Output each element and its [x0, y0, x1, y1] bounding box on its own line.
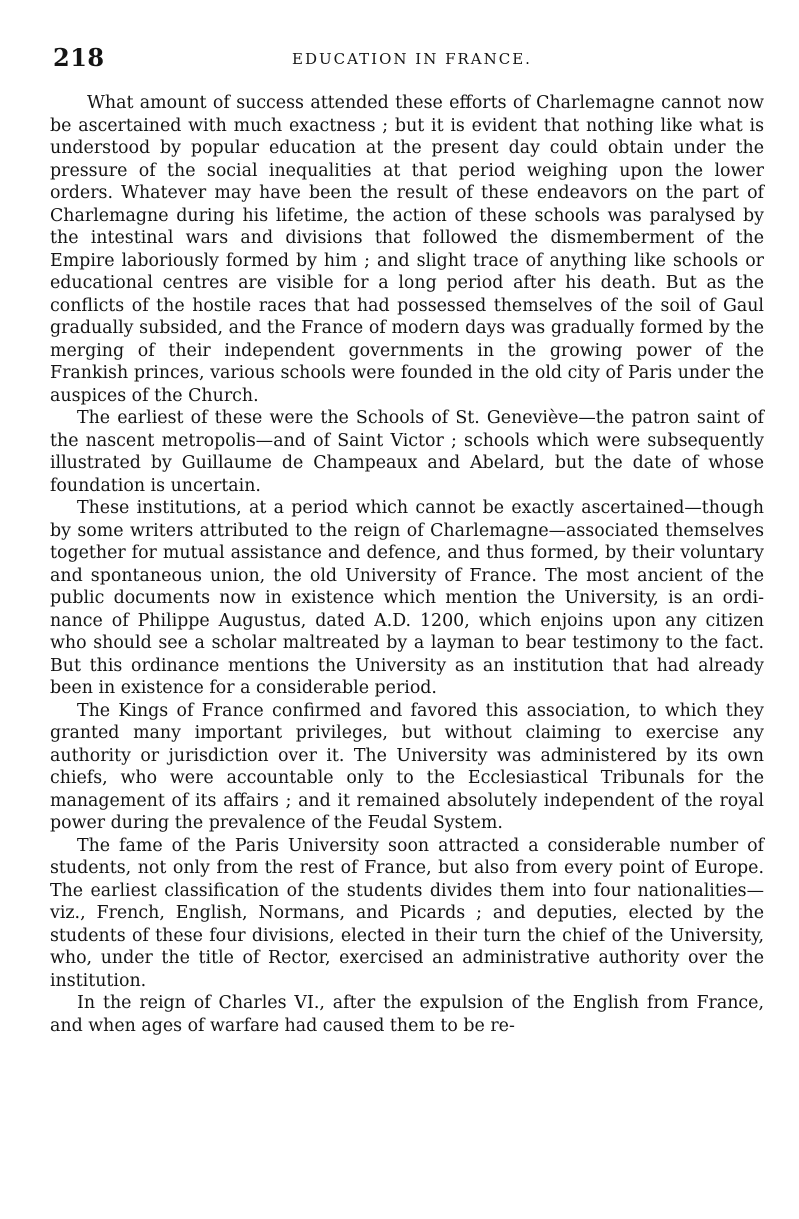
paragraph-kings-privileges: The Kings of France confirmed and favored this association, to which they granted many important privileges, but without claiming to exercise any authority or jurisdiction over it. The University was administered by its own chiefs, who were accountable only to the Ecclesiastical Tribunals for the management of its affairs ; and it remained absolutely independent of the royal power during the prevalence of the Feudal System. — [50, 700, 764, 833]
running-head — [50, 44, 764, 76]
paragraph-schools-genevieve: The earliest of these were the Schools of St. Geneviève—the patron saint of the nascent metropolis—and of Saint Victor ; schools which were subsequently illustrated by Guillaume de Champeaux and Abelard, but the date of whose foundation is uncertain. — [50, 408, 764, 496]
page-number: 218 — [53, 43, 105, 72]
paragraph-charles-vi: In the reign of Charles VI., after the expulsion of the English from France, and when ages of warfare had caused them to be re- — [50, 993, 764, 1036]
running-title: EDUCATION IN FRANCE. — [292, 50, 532, 68]
book-page — [50, 44, 764, 1037]
paragraph-charlemagne: What amount of success attended these efforts of Charlemagne cannot now be ascertained with much exactness ; but it is evident that nothing like what is understood by popular education at the present day could obtain under the pressure of the social inequalities at that period weighing upon the lower orders. Whatever may have been the result of these endeavors on the part of Charlemagne during his lifetime, the action of these schools was paralysed by the intestinal wars and divisions that followed the dismemberment of the Empire laboriously formed by him ; and slight trace of anything like schools or educational centres are visible for a long period after his death. But as the conflicts of the hostile races that had possessed themselves of the soil of Gaul gradually subsided, and the France of modern days was gradually formed by the merging of their independent governments in the growing power of the Frankish princes, various schools were founded in the old city of Paris under the auspices of the Church. — [50, 93, 764, 406]
paragraph-university-origin: These institutions, at a period which cannot be exactly ascertained—though by some writers attributed to the reign of Charlemagne—associated themselves together for mutual assistance and defence, and thus formed, by their voluntary and spontaneous union, the old University of France. The most ancient of the public documents now in existence which mention the University, is an ordinance of Philippe Augustus, dated A.D. 1200, which enjoins upon any citizen who should see a scholar maltreated by a layman to bear testimony to the fact. But this ordinance mentions the University as an institution that had already been in existence for a considerable period. — [50, 498, 764, 698]
paragraph-nationalities: The fame of the Paris University soon attracted a considerable number of students, not only from the rest of France, but also from every point of Europe. The earliest classification of the students divides them into four nationalities—viz., French, English, Normans, and Picards ; and deputies, elected by the students of these four divisions, elected in their turn the chief of the University, who, under the title of Rector, exercised an administrative authority over the institution. — [50, 835, 764, 991]
body-text — [50, 92, 764, 1037]
